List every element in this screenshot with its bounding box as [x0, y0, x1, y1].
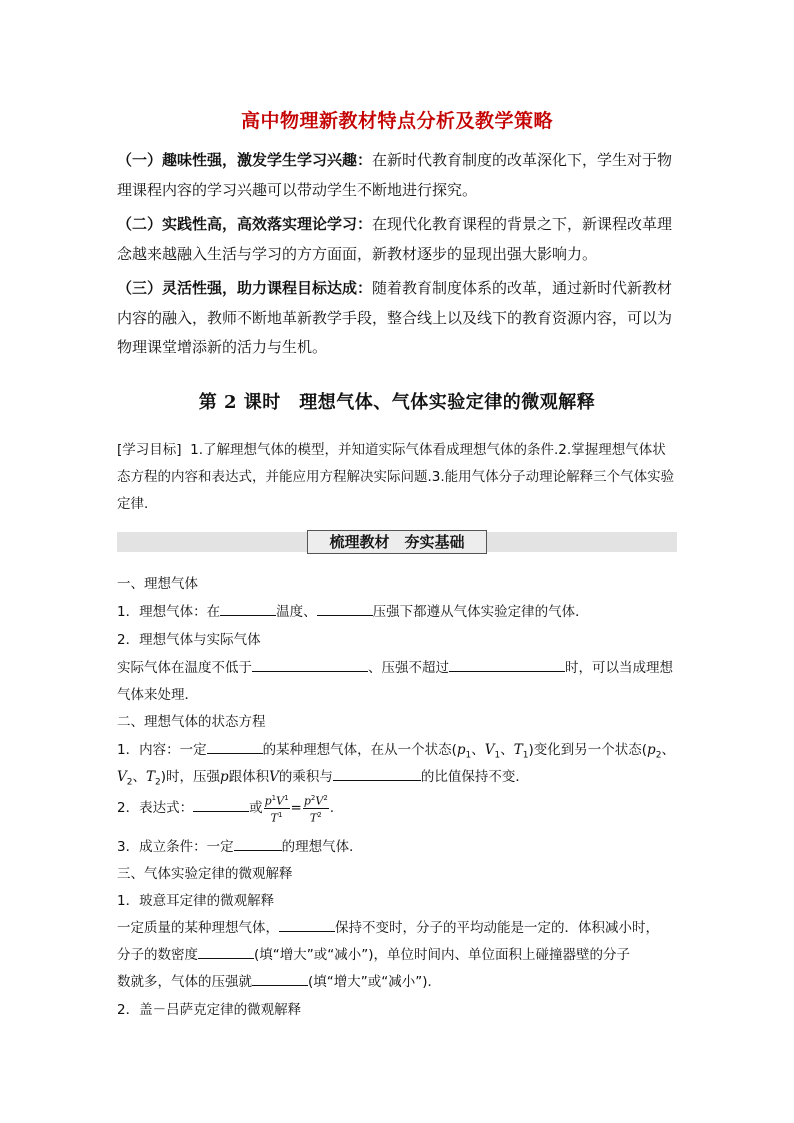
symbol-p: p: [647, 742, 656, 758]
heading-microscopic: 三、气体实验定律的微观解释: [117, 866, 293, 882]
text-seg: 、: [471, 742, 485, 758]
item-ideal-gas-definition: [117, 600, 679, 620]
text-seg: 、: [500, 742, 514, 758]
item-condition: [117, 835, 679, 855]
symbol-t: T: [145, 769, 155, 785]
subscript: 2: [155, 777, 161, 788]
heading-gay-lussac: 2．盖－吕萨克定律的微观解释: [117, 1002, 302, 1018]
item-real-gas-line1: [117, 656, 679, 676]
fill-blank[interactable]: [198, 946, 254, 959]
text-seg: 实际气体在温度不低于: [117, 660, 252, 676]
heading-state-equation: 二、理想气体的状态方程: [117, 714, 266, 730]
text-seg: 的理想气体．: [281, 839, 363, 855]
subscript: 2: [655, 750, 662, 761]
text-seg: (填“增大”或“减小”)．: [308, 974, 442, 990]
intro-paragraph-2: [117, 210, 679, 269]
fill-blank[interactable]: [234, 838, 282, 851]
symbol-p: p: [456, 742, 466, 758]
heading-ideal-vs-real: 2．理想气体与实际气体: [117, 632, 261, 648]
objectives-tag: [学习目标]: [117, 442, 182, 458]
text-seg: 或: [249, 800, 263, 817]
period: .: [329, 800, 335, 817]
item-content-line2: [117, 765, 679, 788]
symbol-t: T: [513, 742, 523, 758]
subscript: 1: [465, 750, 472, 761]
symbol-t: T: [270, 811, 278, 825]
superscript: 1: [278, 810, 283, 819]
item-content-line1: [117, 738, 679, 761]
text-seg: 、: [661, 742, 675, 758]
text-seg: 2．表达式：: [117, 800, 194, 817]
symbol-p: p: [264, 794, 272, 808]
superscript: 2: [317, 810, 322, 819]
symbol-t: T: [309, 811, 318, 825]
text-seg: 、: [132, 769, 146, 785]
item-boyle-line3: [117, 970, 679, 990]
text-seg: )时，压强: [160, 769, 221, 785]
subscript: 2: [126, 777, 133, 788]
heading-ideal-gas: 一、理想气体: [117, 576, 198, 592]
fill-blank[interactable]: [317, 603, 373, 616]
item-boyle-line1: [117, 916, 679, 936]
fill-blank[interactable]: [279, 919, 335, 932]
text-seg: 的比值保持不变．: [420, 769, 529, 785]
fill-blank[interactable]: [252, 659, 368, 672]
text-seg: 一定质量的某种理想气体，: [117, 920, 279, 936]
document-title: 高中物理新教材特点分析及教学策略: [240, 110, 553, 132]
intro-paragraph-1: [117, 146, 679, 205]
text-seg: 、压强不超过: [368, 660, 449, 676]
intro-heading-2: （二）实践性高，高效落实理论学习：: [117, 215, 373, 233]
symbol-v: V: [276, 794, 285, 808]
fill-blank[interactable]: [207, 741, 263, 754]
text-seg: 温度、: [276, 604, 317, 620]
lesson-title: 第 2 课时 理想气体、气体实验定律的微观解释: [198, 392, 596, 413]
symbol-v: V: [315, 794, 324, 808]
intro-heading-3: （三）灵活性强，助力课程目标达成：: [117, 279, 373, 297]
text-seg: 3．成立条件：一定: [117, 839, 234, 855]
text-seg: 保持不变时，分子的平均动能是一定的．体积减小时，: [335, 920, 659, 936]
section-label: 梳理教材 夯实基础: [307, 530, 487, 554]
symbol-v: V: [269, 769, 279, 785]
fill-blank[interactable]: [252, 973, 308, 986]
text-seg: 压强下都遵从气体实验定律的气体．: [372, 604, 589, 620]
text-seg: 1．理想气体：在: [117, 604, 221, 620]
symbol-v: V: [117, 769, 127, 785]
text-seg: 的乘积与: [278, 769, 333, 785]
symbol-p: p: [220, 769, 229, 785]
text-seg: 分子的数密度: [117, 947, 198, 963]
intro-paragraph-3: [117, 274, 679, 363]
objectives-text: 1.了解理想气体的模型，并知道实际气体看成理想气体的条件.2.掌握理想气体状态方程的内容和表达式，并能应用方程解决实际问题.3.能用气体分子动理论解释三个气体实验定律.: [117, 442, 675, 512]
subscript: 1: [494, 750, 501, 761]
subscript: 1: [522, 750, 529, 761]
text-seg: 跟体积: [228, 769, 270, 785]
intro-text-3: 随着教育制度体系的改革，通过新时代新教材内容的融入，教师不断地革新教学手段，整合线上以及线下的教育资源内容，可以为物理课堂增添新的活力与生机。: [117, 279, 673, 356]
text-seg: (填“增大”或“减小”)，单位时间内、单位面积上碰撞器壁的分子: [254, 947, 631, 963]
fill-blank[interactable]: [193, 799, 249, 812]
intro-text-2: 在现代化教育课程的背景之下，新课程改革理念越来越融入生活与学习的方方面面，新教材逐步的显现出强大影响力。: [117, 215, 673, 263]
fill-blank[interactable]: [333, 768, 421, 781]
text-seg: )变化到另一个状态(: [528, 742, 648, 758]
text-seg: 时，可以当成理想: [565, 660, 673, 676]
fill-blank[interactable]: [220, 603, 276, 616]
text-seg: 的某种理想气体，在从一个状态(: [262, 742, 457, 758]
superscript: 1: [271, 794, 277, 802]
superscript: 2: [323, 794, 328, 802]
text-seg: 数就多，气体的压强就: [117, 974, 252, 990]
fraction-right: [303, 792, 329, 824]
text-seg: 1．内容：一定: [117, 742, 207, 758]
symbol-p: p: [303, 794, 311, 808]
symbol-v: V: [484, 742, 495, 758]
fraction-left: [264, 792, 290, 824]
fill-blank[interactable]: [449, 659, 565, 672]
intro-text-1: 在新时代教育制度的改革深化下，学生对于物理课程内容的学习兴趣可以带动学生不断地进行探究。: [117, 151, 673, 199]
equals-sign: =: [290, 800, 302, 817]
item-boyle-line2: [117, 943, 679, 963]
learning-objectives: [117, 437, 679, 518]
intro-heading-1: （一）趣味性强，激发学生学习兴趣：: [117, 151, 373, 169]
superscript: 2: [310, 794, 316, 802]
superscript: 1: [284, 794, 289, 802]
heading-boyle: 1．玻意耳定律的微观解释: [117, 893, 275, 909]
item-expression: [117, 792, 679, 824]
item-real-gas-line2: 气体来处理．: [117, 687, 198, 703]
